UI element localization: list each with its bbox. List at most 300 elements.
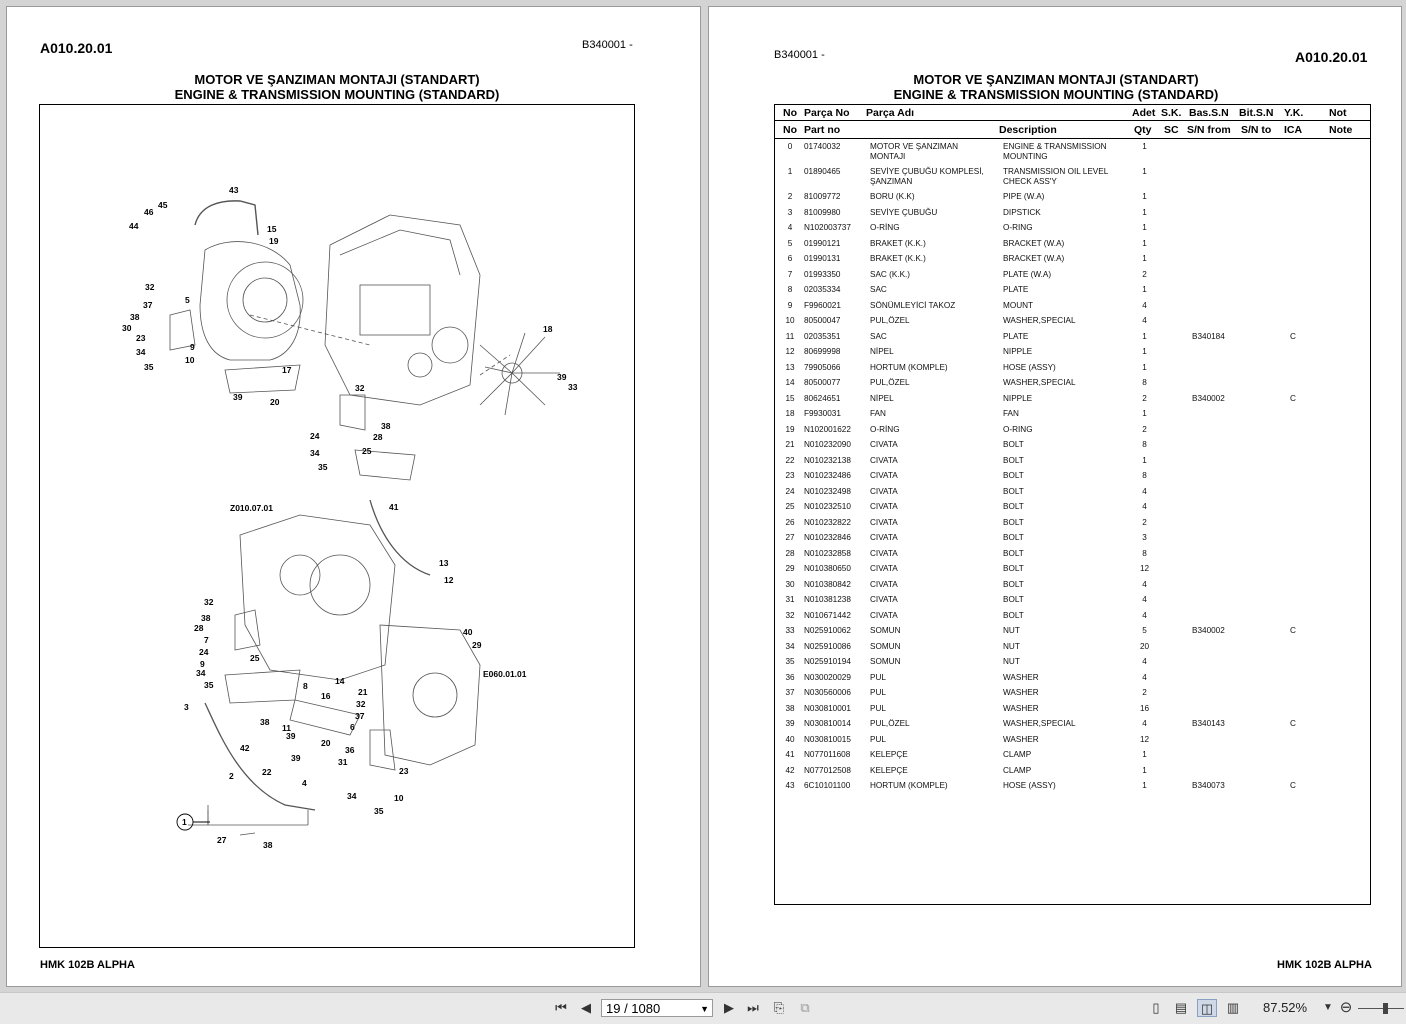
svg-text:38: 38	[263, 840, 273, 850]
part-item-no: 40	[785, 734, 795, 744]
table-row	[775, 719, 1370, 735]
part-qty: 2	[1142, 269, 1147, 279]
svg-text:22: 22	[262, 767, 272, 777]
part-desc-en: DIPSTICK	[1003, 207, 1041, 217]
part-number: N010671442	[804, 610, 851, 620]
svg-text:25: 25	[362, 446, 372, 456]
part-ica: C	[1290, 719, 1296, 728]
svg-text:20: 20	[270, 397, 280, 407]
table-row	[775, 750, 1370, 766]
part-item-no: 15	[785, 393, 795, 403]
two-page-view-icon[interactable]: ◫	[1197, 999, 1217, 1017]
part-desc-en: BOLT	[1003, 579, 1024, 589]
part-desc-en-line2: CHECK ASS'Y	[1003, 176, 1057, 186]
part-desc-en: NIPPLE	[1003, 393, 1033, 403]
part-name-tr: SAC (K.K.)	[870, 269, 911, 279]
hdr-ica-en: ICA	[1284, 124, 1303, 136]
part-desc-en: PLATE	[1003, 285, 1029, 294]
hdr-snto-tr: Bit.S.N	[1239, 107, 1274, 119]
part-item-no: 41	[785, 750, 795, 759]
table-row	[775, 223, 1370, 239]
part-desc-en: TRANSMISSION OIL LEVEL	[1003, 167, 1109, 176]
part-name-tr: PUL	[870, 703, 886, 713]
part-item-no: 29	[785, 564, 795, 573]
continuous-view-icon[interactable]: ▤	[1174, 1000, 1188, 1015]
svg-text:35: 35	[374, 806, 384, 816]
part-sn-from: B340143	[1192, 719, 1225, 728]
hdr-no-en: No	[783, 124, 797, 136]
svg-text:19: 19	[269, 236, 279, 246]
part-item-no: 42	[785, 765, 795, 775]
svg-text:39: 39	[291, 753, 301, 763]
svg-text:3: 3	[184, 702, 189, 712]
part-qty: 4	[1142, 657, 1147, 666]
svg-text:40: 40	[463, 627, 473, 637]
part-desc-en: WASHER	[1003, 703, 1039, 713]
table-row	[775, 167, 1370, 192]
part-qty: 8	[1142, 471, 1147, 480]
table-row	[775, 704, 1370, 720]
hdr-no-tr: No	[783, 107, 797, 119]
table-row	[775, 611, 1370, 627]
part-item-no: 18	[785, 409, 795, 418]
part-item-no: 11	[785, 331, 795, 341]
table-row	[775, 192, 1370, 208]
part-desc-en: NUT	[1003, 657, 1020, 666]
part-qty: 1	[1142, 362, 1147, 372]
svg-text:23: 23	[136, 333, 146, 343]
part-name-tr: CIVATA	[870, 548, 898, 558]
table-row	[775, 642, 1370, 658]
svg-text:24: 24	[199, 647, 209, 657]
part-desc-en: PIPE (W.A)	[1003, 192, 1045, 201]
part-qty: 4	[1142, 300, 1147, 310]
svg-text:39: 39	[233, 392, 243, 402]
part-sn-from: B340073	[1192, 781, 1225, 790]
svg-text:12: 12	[444, 575, 454, 585]
serial-range: B340001 -	[774, 49, 825, 61]
part-item-no: 27	[785, 533, 795, 542]
part-number: 01990121	[804, 238, 841, 248]
part-name-tr: SOMUN	[870, 641, 901, 651]
part-sn-from: B340002	[1192, 393, 1225, 403]
part-desc-en: BOLT	[1003, 595, 1024, 604]
part-desc-en: BOLT	[1003, 471, 1024, 480]
part-item-no: 25	[785, 502, 795, 511]
part-desc-en: CLAMP	[1003, 750, 1032, 759]
part-number: N010232846	[804, 533, 851, 542]
part-desc-en: BOLT	[1003, 486, 1024, 496]
svg-text:20: 20	[321, 738, 331, 748]
part-number: 80624651	[804, 393, 841, 403]
part-number: N030810015	[804, 734, 851, 744]
part-ica: C	[1290, 393, 1296, 403]
table-row	[775, 487, 1370, 503]
part-item-no: 6	[787, 254, 793, 263]
svg-text:38: 38	[201, 613, 211, 623]
part-qty: 1	[1142, 285, 1147, 294]
table-row	[775, 239, 1370, 255]
table-row	[775, 142, 1370, 167]
part-qty: 1	[1142, 781, 1147, 790]
part-qty: 8	[1142, 378, 1147, 387]
svg-text:32: 32	[355, 383, 365, 393]
table-row	[775, 208, 1370, 224]
table-row	[775, 781, 1370, 797]
part-number: N102001622	[804, 424, 851, 434]
part-item-no: 43	[785, 781, 795, 790]
table-row	[775, 626, 1370, 642]
svg-text:35: 35	[204, 680, 214, 690]
part-desc-en-line2: MOUNTING	[1003, 151, 1048, 161]
part-number: N010232486	[804, 471, 851, 480]
table-row	[775, 549, 1370, 565]
part-desc-en: BRACKET (W.A)	[1003, 254, 1065, 263]
part-desc-en: BOLT	[1003, 548, 1024, 558]
svg-text:25: 25	[250, 653, 260, 663]
part-name-tr: FAN	[870, 409, 886, 418]
svg-text:32: 32	[145, 282, 155, 292]
zoom-out-icon[interactable]: ⊖	[1339, 999, 1353, 1016]
part-qty: 2	[1142, 517, 1147, 527]
left-page	[6, 6, 701, 987]
part-number: N077011608	[804, 750, 851, 759]
part-item-no: 8	[787, 285, 793, 294]
part-desc-en: HOSE (ASSY)	[1003, 362, 1056, 372]
part-item-no: 21	[785, 440, 795, 449]
table-row	[775, 673, 1370, 689]
part-name-tr: CIVATA	[870, 564, 898, 573]
part-qty: 1	[1142, 167, 1147, 176]
part-item-no: 39	[785, 719, 795, 728]
part-item-no: 24	[785, 486, 795, 496]
part-qty: 2	[1142, 688, 1147, 697]
part-desc-en: MOUNT	[1003, 300, 1034, 310]
table-row	[775, 409, 1370, 425]
part-name-tr: SEVİYE ÇUBUĞU KOMPLESİ,	[870, 167, 984, 176]
svg-text:46: 46	[144, 207, 154, 217]
ref-e060: E060.01.01	[483, 669, 527, 679]
table-row	[775, 254, 1370, 270]
part-number: 01993350	[804, 269, 841, 279]
first-page-icon[interactable]: ⏮	[555, 1000, 567, 1015]
hdr-desc-en: Description	[999, 124, 1057, 136]
svg-text:14: 14	[335, 676, 345, 686]
part-desc-en: WASHER,SPECIAL	[1003, 719, 1076, 728]
part-number: N010381238	[804, 595, 851, 604]
part-number: 79905066	[804, 362, 841, 372]
serial-range: B340001 -	[582, 39, 633, 51]
svg-text:7: 7	[204, 635, 209, 645]
part-name-tr: PUL	[870, 688, 886, 697]
part-qty: 4	[1142, 672, 1147, 682]
part-item-no: 22	[785, 455, 795, 465]
part-qty: 1	[1142, 207, 1147, 217]
svg-text:29: 29	[472, 640, 482, 650]
hdr-snfrom-en: S/N from	[1187, 124, 1231, 136]
next-page-icon[interactable]: ▶	[724, 1000, 734, 1015]
part-qty: 20	[1139, 641, 1150, 651]
part-name-tr-line2: MONTAJI	[870, 151, 906, 161]
table-row	[775, 316, 1370, 332]
part-qty: 4	[1142, 579, 1147, 589]
hdr-snto-en: S/N to	[1241, 124, 1272, 136]
part-item-no: 32	[785, 610, 795, 620]
part-item-no: 13	[785, 362, 795, 372]
part-name-tr: SOMUN	[870, 626, 901, 635]
svg-text:5: 5	[185, 295, 190, 305]
part-item-no: 31	[785, 595, 795, 604]
part-ica: C	[1290, 331, 1296, 341]
part-item-no: 36	[785, 672, 795, 682]
zoom-dropdown-icon[interactable]: ▼	[1323, 1002, 1333, 1013]
part-name-tr: SOMUN	[870, 657, 901, 666]
part-name-tr: MOTOR VE ŞANZIMAN	[870, 142, 959, 151]
svg-text:45: 45	[158, 200, 168, 210]
svg-text:35: 35	[144, 362, 154, 372]
table-row	[775, 580, 1370, 596]
part-name-tr-line2: ŞANZIMAN	[870, 176, 913, 186]
page-code: A010.20.01	[1295, 49, 1368, 65]
part-name-tr: CIVATA	[870, 502, 898, 511]
part-number: 81009980	[804, 207, 841, 217]
part-item-no: 2	[787, 192, 793, 201]
part-item-no: 10	[785, 316, 795, 325]
part-desc-en: PLATE	[1003, 331, 1029, 341]
part-desc-en: FAN	[1003, 409, 1019, 418]
part-desc-en: HOSE (ASSY)	[1003, 781, 1056, 790]
chevron-down-icon[interactable]: ▼	[700, 1004, 709, 1014]
page-number-value: 19 / 1080	[606, 1001, 661, 1016]
part-number: N010232138	[804, 455, 851, 465]
part-desc-en: NUT	[1003, 626, 1020, 635]
part-number: 80699998	[804, 347, 841, 356]
last-page-icon[interactable]: ⏭	[747, 1000, 759, 1015]
part-number: N025910062	[804, 626, 851, 635]
table-row	[775, 564, 1370, 580]
svg-text:39: 39	[286, 731, 296, 741]
svg-text:13: 13	[439, 558, 449, 568]
table-row	[775, 657, 1370, 673]
part-qty: 1	[1142, 765, 1147, 775]
svg-text:38: 38	[130, 312, 140, 322]
hdr-sc-tr: S.K.	[1161, 107, 1182, 119]
table-row	[775, 502, 1370, 518]
part-qty: 8	[1142, 548, 1147, 558]
part-number: N010380842	[804, 579, 851, 589]
table-row	[775, 518, 1370, 534]
part-number: 80500047	[804, 316, 841, 325]
ref-z010: Z010.07.01	[230, 503, 274, 513]
part-name-tr: CIVATA	[870, 440, 898, 449]
svg-text:38: 38	[260, 717, 270, 727]
part-desc-en: PLATE (W.A)	[1003, 269, 1052, 279]
part-name-tr: CIVATA	[870, 455, 898, 465]
table-row	[775, 456, 1370, 472]
part-qty: 1	[1142, 347, 1147, 356]
part-desc-en: O-RING	[1003, 223, 1033, 232]
part-desc-en: BOLT	[1003, 440, 1024, 449]
part-name-tr: BRAKET (K.K.)	[870, 238, 926, 248]
part-name-tr: SAC	[870, 285, 887, 294]
svg-text:42: 42	[240, 743, 250, 753]
part-desc-en: BOLT	[1003, 610, 1024, 620]
table-row	[775, 394, 1370, 410]
part-number: 81009772	[804, 192, 841, 201]
model-footer: HMK 102B ALPHA	[1277, 959, 1372, 971]
part-item-no: 9	[787, 300, 793, 310]
svg-text:4: 4	[302, 778, 307, 788]
part-qty: 4	[1142, 316, 1147, 325]
part-number: N030810014	[804, 719, 851, 728]
part-name-tr: CIVATA	[870, 517, 898, 527]
rotate-icon[interactable]: ⎘	[773, 1000, 785, 1015]
two-page-continuous-icon[interactable]: ▥	[1226, 1000, 1240, 1015]
svg-text:38: 38	[381, 421, 391, 431]
part-qty: 3	[1142, 533, 1147, 542]
hdr-note-tr: Not	[1329, 107, 1347, 119]
part-desc-en: ENGINE & TRANSMISSION	[1003, 142, 1107, 151]
part-number: N030810001	[804, 703, 851, 713]
svg-text:18: 18	[543, 324, 553, 334]
part-name-tr: NİPEL	[870, 393, 894, 403]
svg-text:31: 31	[338, 757, 348, 767]
exploded-diagram	[39, 104, 635, 948]
page-number-input[interactable]	[601, 999, 713, 1017]
part-number: 01890465	[804, 167, 841, 176]
part-number: 01740032	[804, 142, 841, 151]
svg-text:9: 9	[190, 342, 195, 352]
part-number: N010232822	[804, 517, 851, 527]
part-name-tr: PUL,ÖZEL	[870, 719, 910, 728]
part-name-tr: BRAKET (K.K.)	[870, 254, 926, 263]
part-item-no: 26	[785, 517, 795, 527]
svg-text:17: 17	[282, 365, 292, 375]
svg-text:33: 33	[568, 382, 578, 392]
part-name-tr: O-RİNG	[870, 424, 900, 434]
part-qty: 1	[1142, 455, 1147, 465]
part-desc-en: WASHER	[1003, 688, 1039, 697]
part-number: N025910194	[804, 657, 851, 666]
svg-text:39: 39	[557, 372, 567, 382]
table-row	[775, 363, 1370, 379]
svg-text:32: 32	[356, 699, 366, 709]
part-number: N010232090	[804, 440, 851, 449]
part-number: N102003737	[804, 223, 851, 232]
part-qty: 2	[1142, 424, 1147, 434]
part-number: 6C10101100	[804, 781, 851, 790]
part-qty: 1	[1142, 409, 1147, 418]
part-qty: 12	[1139, 734, 1150, 744]
svg-text:10: 10	[185, 355, 195, 365]
part-name-tr: CIVATA	[870, 533, 898, 542]
part-item-no: 7	[787, 269, 793, 279]
part-number: 80500077	[804, 378, 841, 387]
part-desc-en: BOLT	[1003, 533, 1024, 542]
table-row	[775, 595, 1370, 611]
table-row	[775, 347, 1370, 363]
table-row	[775, 533, 1370, 549]
part-name-tr: KELEPÇE	[870, 765, 908, 775]
svg-text:6: 6	[350, 722, 355, 732]
part-item-no: 4	[787, 223, 793, 232]
zoom-slider[interactable]	[1358, 1008, 1404, 1009]
svg-text:37: 37	[355, 711, 365, 721]
svg-text:30: 30	[122, 323, 132, 333]
table-row	[775, 332, 1370, 348]
part-name-tr: PUL	[870, 734, 886, 744]
part-number: 01990131	[804, 254, 841, 263]
part-desc-en: O-RING	[1003, 424, 1033, 434]
part-qty: 2	[1142, 393, 1147, 403]
diagram-drawing	[40, 105, 633, 946]
svg-text:11: 11	[282, 723, 291, 733]
svg-text:37: 37	[143, 300, 153, 310]
part-item-no: 5	[787, 238, 793, 248]
part-number: N010232498	[804, 486, 851, 496]
table-row	[775, 471, 1370, 487]
part-desc-en: CLAMP	[1003, 765, 1032, 775]
part-item-no: 28	[785, 548, 795, 558]
svg-text:32: 32	[204, 597, 214, 607]
part-qty: 12	[1139, 564, 1150, 573]
zoom-slider-handle[interactable]	[1383, 1003, 1388, 1014]
svg-text:34: 34	[196, 668, 206, 678]
single-page-view-icon[interactable]: ▯	[1152, 1000, 1160, 1015]
hdr-note-en: Note	[1329, 124, 1353, 136]
part-number: N010380650	[804, 564, 851, 573]
table-row	[775, 766, 1370, 782]
title-en: ENGINE & TRANSMISSION MOUNTING (STANDARD)	[893, 87, 1219, 102]
svg-text:34: 34	[310, 448, 320, 458]
hdr-partno-tr: Parça No	[804, 107, 850, 119]
prev-page-icon[interactable]: ◀	[581, 1000, 591, 1015]
part-item-no: 1	[787, 167, 793, 176]
part-qty: 4	[1142, 719, 1147, 728]
copy-icon[interactable]: ⧉	[800, 1000, 810, 1015]
part-desc-en: WASHER	[1003, 734, 1039, 744]
part-qty: 1	[1142, 192, 1147, 201]
part-item-no: 12	[785, 347, 795, 356]
svg-text:28: 28	[373, 432, 383, 442]
part-sn-from: B340002	[1192, 626, 1225, 635]
svg-text:15: 15	[267, 224, 277, 234]
part-qty: 4	[1142, 486, 1147, 496]
part-qty: 1	[1142, 254, 1147, 263]
part-number: N010232858	[804, 548, 851, 558]
svg-text:34: 34	[136, 347, 146, 357]
svg-text:21: 21	[358, 687, 368, 697]
part-desc-en: NIPPLE	[1003, 347, 1033, 356]
part-name-tr: PUL	[870, 672, 886, 682]
svg-text:9: 9	[200, 659, 205, 669]
model-footer: HMK 102B ALPHA	[40, 959, 135, 971]
part-qty: 5	[1142, 626, 1147, 635]
hdr-ica-tr: Y.K.	[1284, 107, 1304, 119]
part-name-tr: KELEPÇE	[870, 750, 908, 759]
part-sn-from: B340184	[1192, 331, 1225, 341]
part-item-no: 3	[787, 207, 793, 217]
svg-text:16: 16	[321, 691, 331, 701]
part-qty: 1	[1142, 223, 1147, 232]
part-item-no: 0	[787, 142, 793, 151]
svg-text:24: 24	[310, 431, 320, 441]
part-name-tr: SÖNÜMLEYİCİ TAKOZ	[870, 300, 956, 310]
part-number: 02035351	[804, 331, 841, 341]
part-desc-en: BOLT	[1003, 564, 1024, 573]
right-page	[708, 6, 1402, 987]
viewer-toolbar	[0, 992, 1406, 1024]
